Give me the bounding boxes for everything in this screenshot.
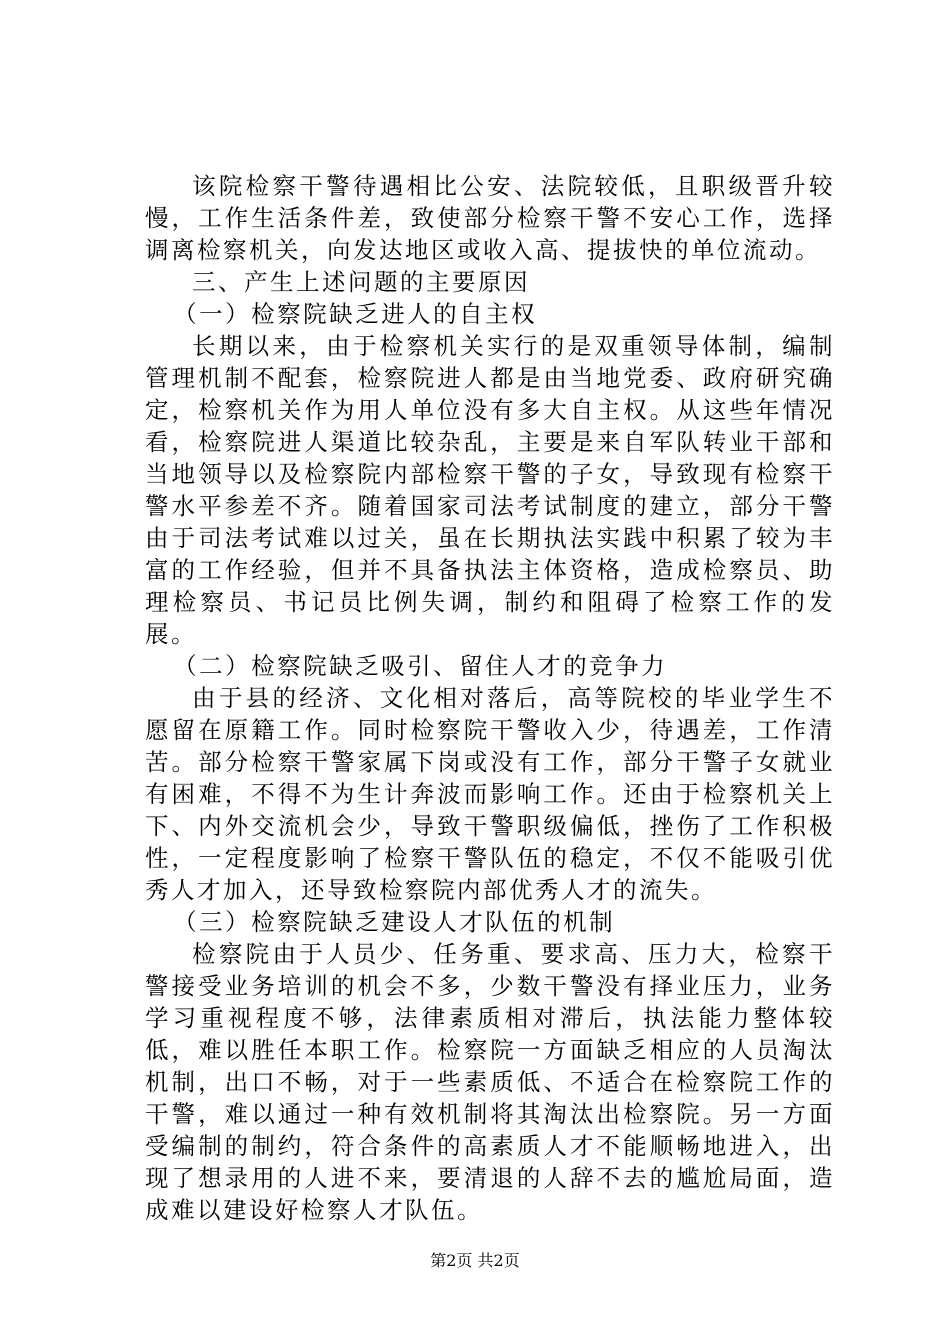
subheading-2: （二）检察院缺乏吸引、留住人才的竞争力 [173, 652, 668, 680]
page-footer: 第2页 共2页 [430, 1251, 520, 1270]
subheading-1: （一）检察院缺乏进人的自主权 [173, 300, 538, 328]
paragraph-mechanism: 检察院由于人员少、任务重、要求高、压力大，检察干警接受业务培训的机会不多，少数干警没有择业压力，业务学习重视程度不够，法律素质相对滞后，执法能力整体较低，难以胜任本职工作。检察院一方面缺乏相应的人员淘汰机制，出口不畅，对于一些素质低、不适合在检察院工作的干警，难以通过一种有效机制将其淘汰出检察院。另一方面受编制的制约，符合条件的高素质人才不能顺畅地进入，出现了想录用的人进不来，要清退的人辞不去的尴尬局面，造成难以建设好检察人才队伍。 [145, 940, 835, 1224]
document-body [145, 170, 835, 1226]
paragraph-recruitment: 长期以来，由于检察机关实行的是双重领导体制，编制管理机制不配套，检察院进人都是由当地党委、政府研究确定，检察机关作为用人单位没有多大自主权。从这些年情况看，检察院进人渠道比较杂乱，主要是来自军队转业干部和当地领导以及检察院内部检察干警的子女，导致现有检察干警水平参差不齐。随着国家司法考试制度的建立，部分干警由于司法考试难以过关，虽在长期执法实践中积累了较为丰富的工作经验，但并不具备执法主体资格，造成检察员、助理检察员、书记员比例失调，制约和阻碍了检察工作的发展。 [145, 332, 835, 648]
section-heading-causes: 三、产生上述问题的主要原因 [192, 268, 530, 296]
subheading-3: （三）检察院缺乏建设人才队伍的机制 [173, 908, 616, 936]
paragraph-treatment: 该院检察干警待遇相比公安、法院较低，且职级晋升较慢，工作生活条件差，致使部分检察干警不安心工作，选择调离检察机关，向发达地区或收入高、提拔快的单位流动。 [145, 172, 835, 264]
paragraph-competitiveness: 由于县的经济、文化相对落后，高等院校的毕业学生不愿留在原籍工作。同时检察院干警收入少，待遇差，工作清苦。部分检察干警家属下岗或没有工作，部分干警子女就业有困难，不得不为生计奔波而影响工作。还由于检察机关上下、内外交流机会少，导致干警职级偏低，挫伤了工作积极性，一定程度影响了检察干警队伍的稳定，不仅不能吸引优秀人才加入，还导致检察院内部优秀人才的流失。 [145, 684, 835, 904]
